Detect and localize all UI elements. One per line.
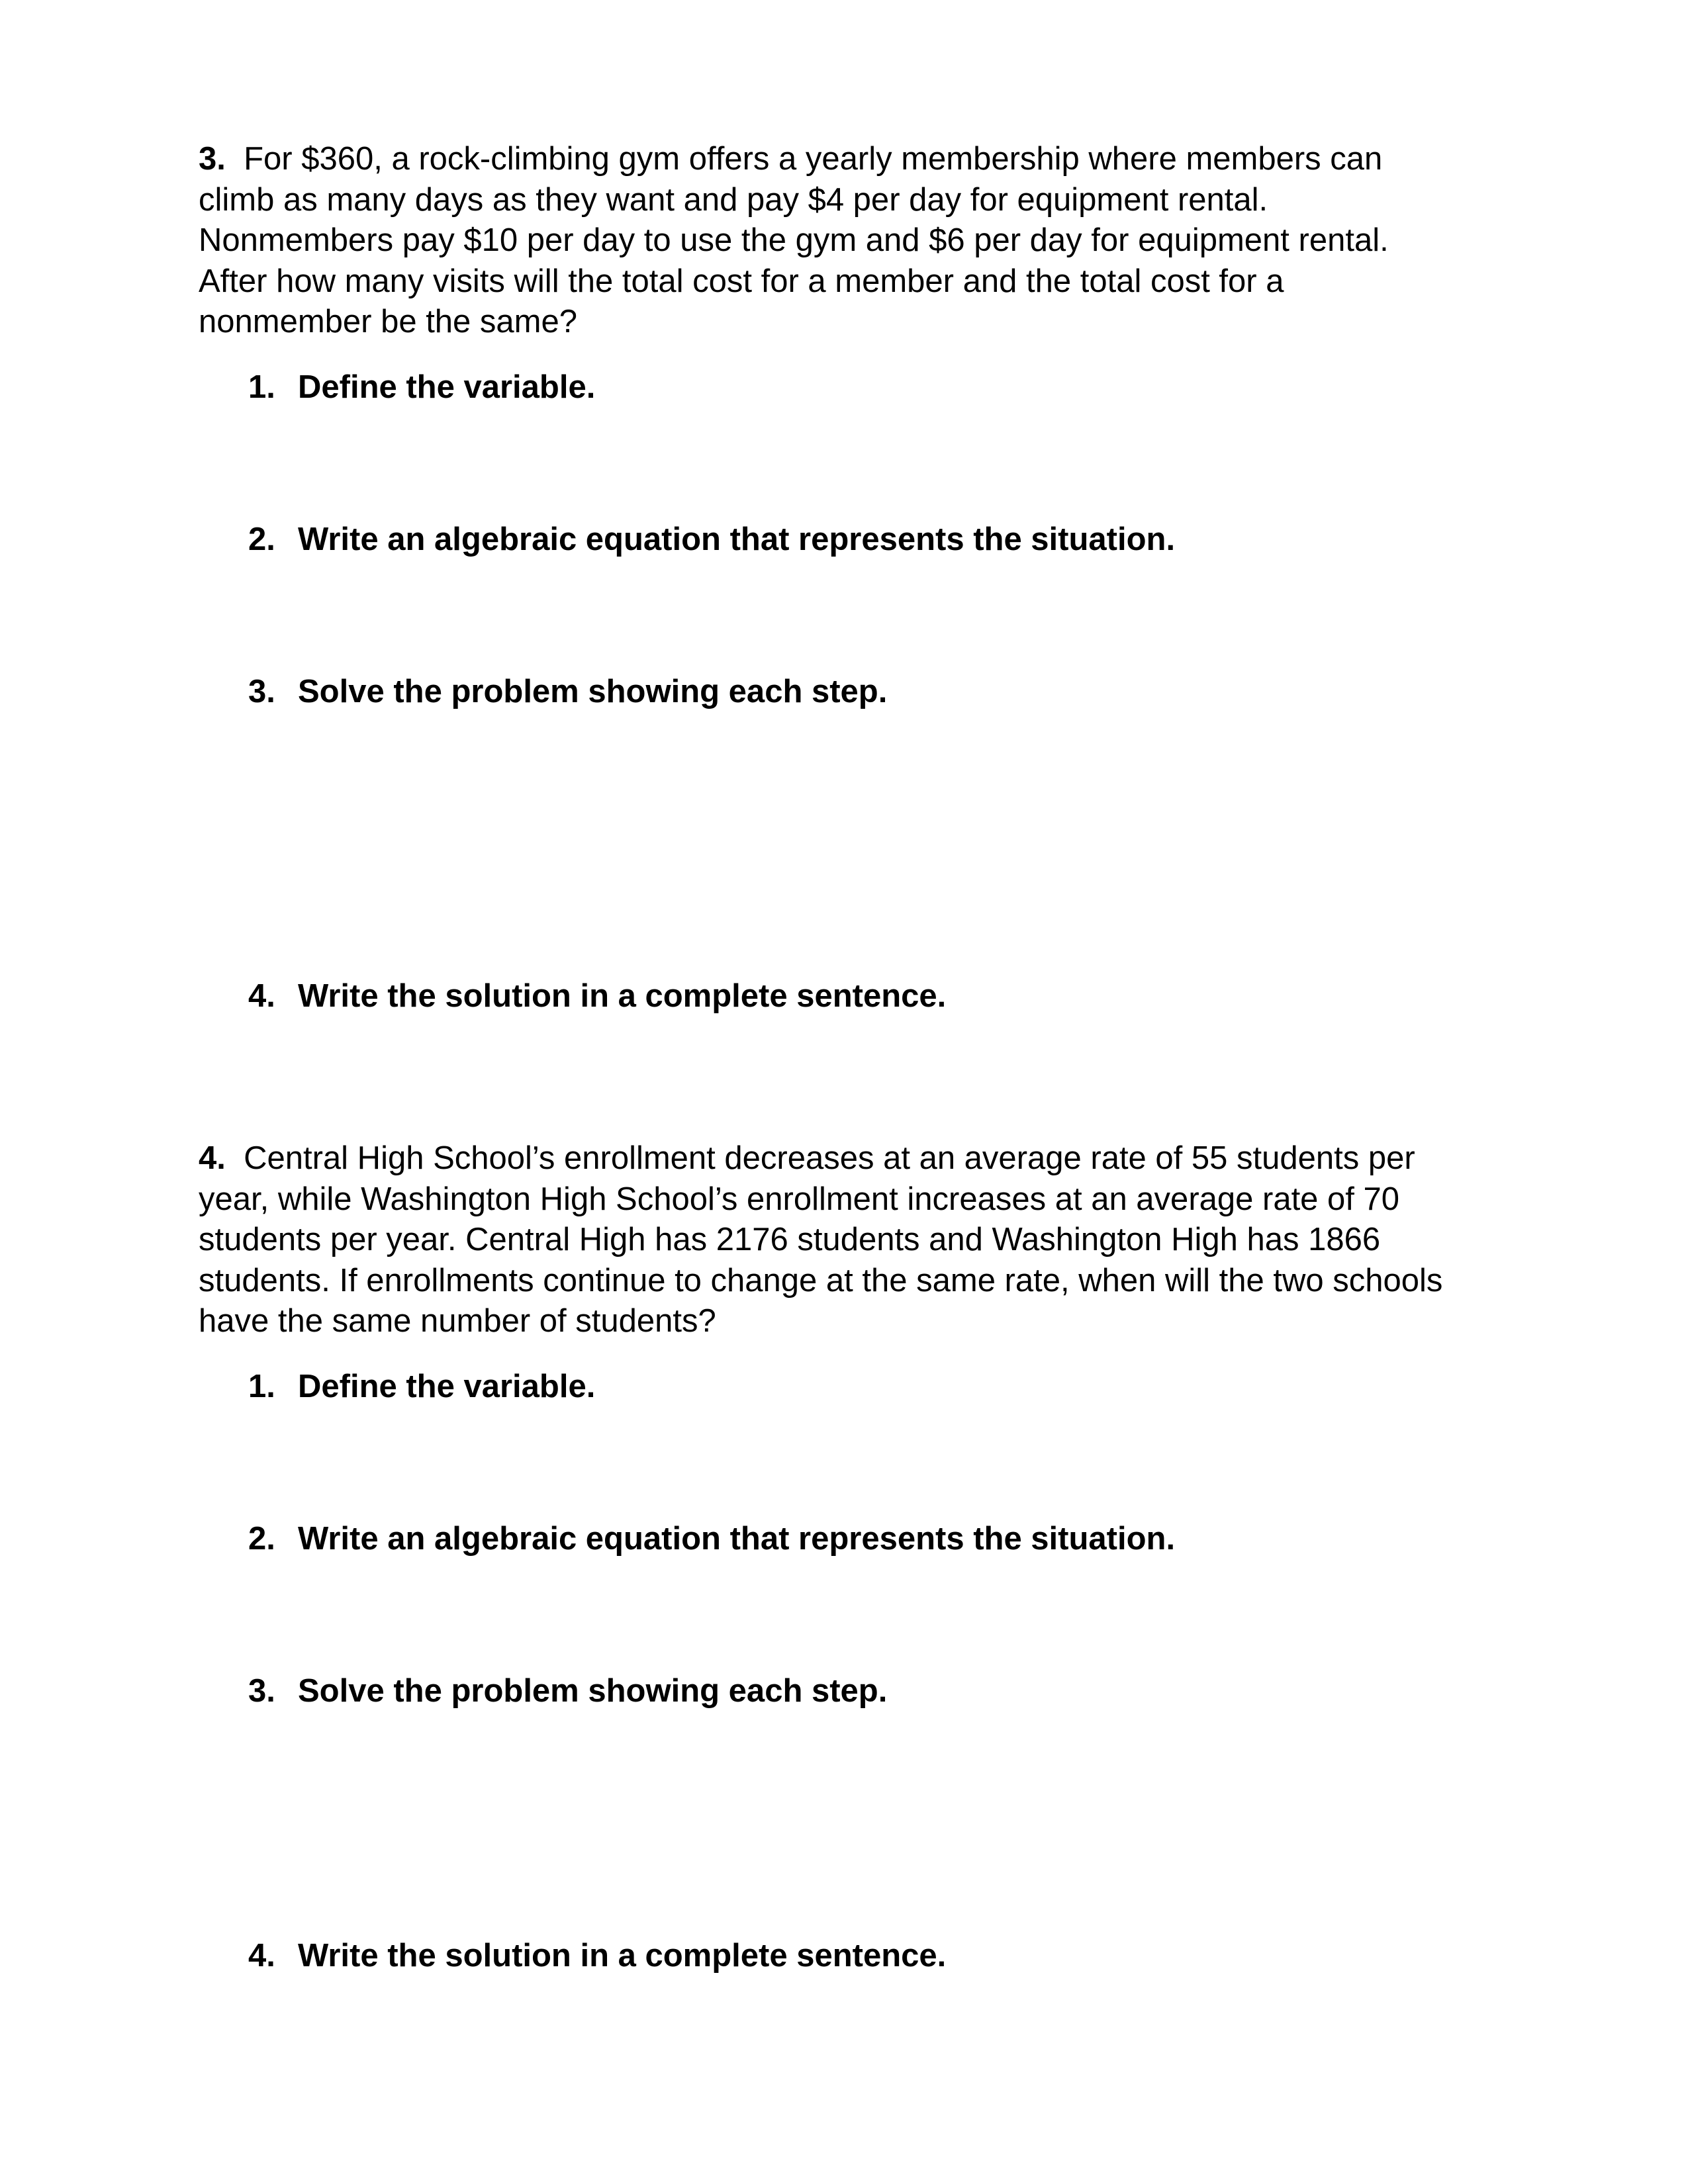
step-label: Solve the problem showing each step. [298, 1673, 888, 1709]
problem-4-number: 4. [199, 1140, 226, 1176]
problem-3-line-1: For $360, a rock-climbing gym offers a yearly membership where members can [244, 141, 1383, 177]
problem-3-step-1 [248, 367, 595, 408]
problem-3-step-4 [248, 976, 946, 1017]
step-number: 2. [248, 522, 275, 557]
step-label: Define the variable. [298, 1369, 596, 1404]
problem-3-line-5: nonmember be the same? [199, 304, 577, 340]
problem-3-line-4: After how many visits will the total cost for a member and the total cost for a [199, 263, 1284, 299]
step-number: 2. [248, 1521, 275, 1557]
problem-4-step-4 [248, 1936, 946, 1976]
problem-3-step-2 [248, 520, 1175, 560]
step-label: Write an algebraic equation that represents the situation. [298, 1521, 1176, 1557]
step-number: 1. [248, 1369, 275, 1404]
problem-4-line-3: students per year. Central High has 2176 students and Washington High has 1866 [199, 1222, 1381, 1257]
problem-3 [199, 139, 1496, 343]
problem-3-line-2: climb as many days as they want and pay $4 per day for equipment rental. [199, 181, 1268, 218]
step-label: Write the solution in a complete sentence. [298, 978, 947, 1014]
problem-4-step-1 [248, 1367, 595, 1407]
problem-3-text [199, 139, 1496, 343]
step-number: 4. [248, 978, 275, 1014]
problem-3-number: 3. [199, 141, 226, 177]
step-number: 1. [248, 369, 275, 405]
problem-4-step-3 [248, 1671, 887, 1711]
problem-4-step-2 [248, 1519, 1175, 1559]
problem-4-text [199, 1138, 1496, 1342]
problem-3-step-3 [248, 672, 887, 712]
problem-4-line-4: students. If enrollments continue to change at the same rate, when will the two schools [199, 1262, 1443, 1298]
problem-4 [199, 1138, 1496, 1342]
step-number: 3. [248, 674, 275, 709]
step-number: 4. [248, 1938, 275, 1974]
step-label: Define the variable. [298, 369, 596, 405]
step-label: Write the solution in a complete sentence. [298, 1938, 947, 1974]
problem-3-line-3: Nonmembers pay $10 per day to use the gym and $6 per day for equipment rental. [199, 222, 1389, 258]
step-label: Write an algebraic equation that represents the situation. [298, 522, 1176, 557]
problem-4-line-1: Central High School’s enrollment decreases at an average rate of 55 students per [244, 1140, 1415, 1176]
problem-4-line-2: year, while Washington High School’s enrollment increases at an average rate of 70 [199, 1181, 1400, 1217]
step-number: 3. [248, 1673, 275, 1709]
step-label: Solve the problem showing each step. [298, 674, 888, 709]
problem-4-line-5: have the same number of students? [199, 1303, 716, 1339]
